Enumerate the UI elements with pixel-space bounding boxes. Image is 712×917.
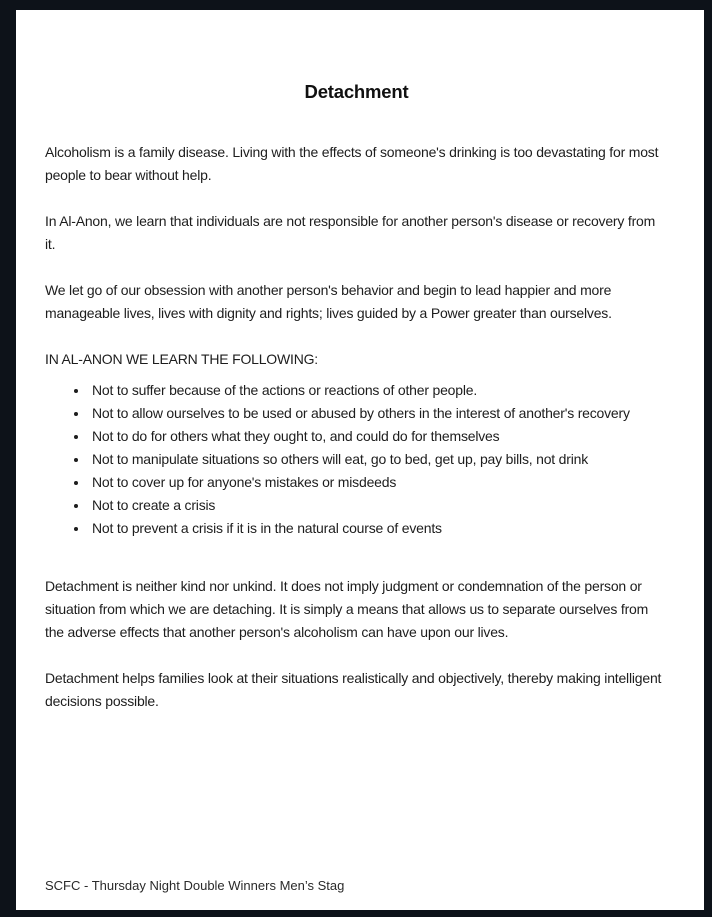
list-item: • Not to allow ourselves to be used or abused by others in the interest of another's recovery <box>89 402 668 425</box>
list-item: • Not to create a crisis <box>89 494 668 517</box>
paragraph-not-responsible: In Al-Anon, we learn that individuals are not responsible for another person's disease or recovery from it. <box>45 213 656 252</box>
paragraph-alcoholism-family-disease: Alcoholism is a family disease. Living with the effects of someone's drinking is too devastating for most people to bear without help. <box>45 144 659 183</box>
list-item: • Not to prevent a crisis if it is in the natural course of events <box>89 517 668 540</box>
document-page <box>16 10 704 910</box>
paragraph-let-go-obsession: We let go of our obsession with another person's behavior and begin to lead happier and more manageable lives, lives with dignity and rights; lives guided by a Power greater than ourselves. <box>45 282 612 321</box>
list-item: • Not to suffer because of the actions or reactions of other people. <box>89 379 668 402</box>
list-item: • Not to manipulate situations so others will eat, go to bed, get up, pay bills, not drink <box>89 448 668 471</box>
learnings-list <box>45 379 668 540</box>
paragraph-helps-families: Detachment helps families look at their situations realistically and objectively, thereby making intelligent decisions possible. <box>45 670 662 709</box>
list-heading: IN AL-ANON WE LEARN THE FOLLOWING: <box>45 351 318 367</box>
page-title: Detachment <box>304 81 409 102</box>
list-item: • Not to do for others what they ought to, and could do for themselves <box>89 425 668 448</box>
paragraph-neither-kind-nor-unkind: Detachment is neither kind nor unkind. It does not imply judgment or condemnation of the person or situation from which we are detaching. It is simply a means that allows us to separate ourselves from the adverse effects that another person's alcoholism can have upon our lives. <box>45 578 649 640</box>
footer-text: SCFC - Thursday Night Double Winners Men’s Stag <box>45 878 345 893</box>
list-item: • Not to cover up for anyone's mistakes or misdeeds <box>89 471 668 494</box>
